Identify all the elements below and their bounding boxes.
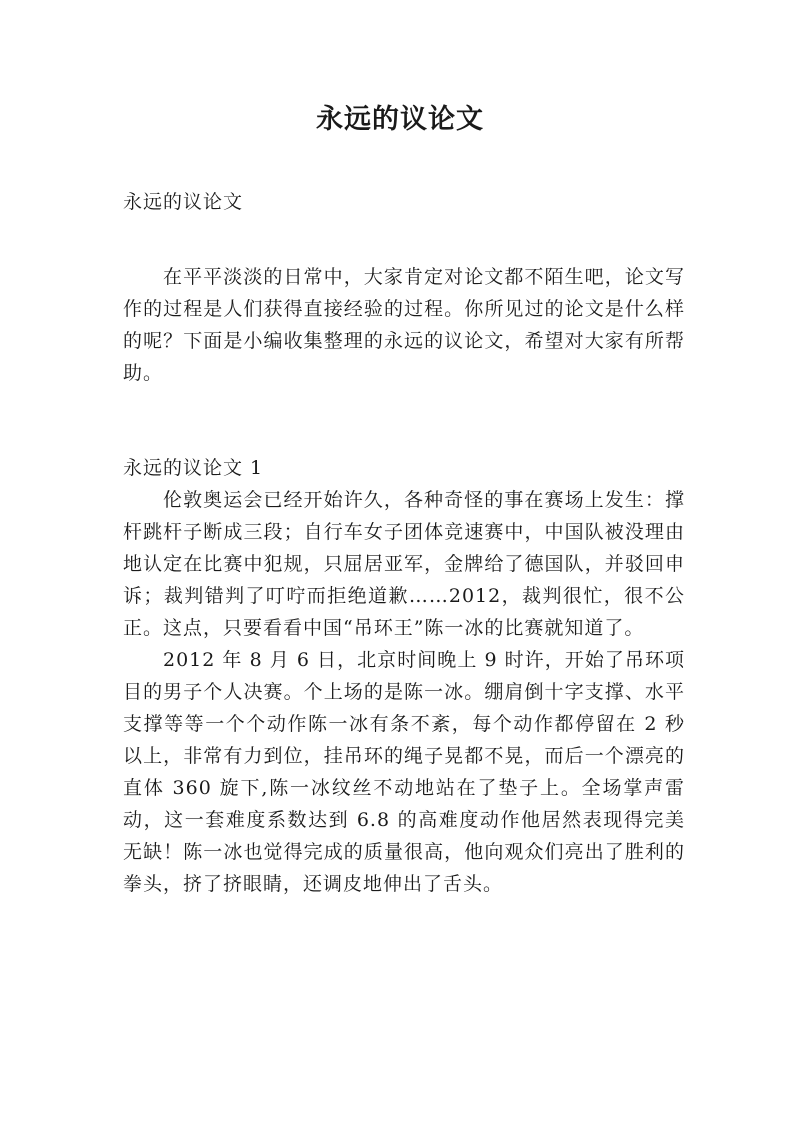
body-paragraph: 2012 年 8 月 6 日，北京时间晚上 9 时许，开始了吊环项目的男子个人决赛。个上场的是陈一冰。绷肩倒十字支撑、水平支撑等等一个个动作陈一冰有条不紊，每个动作都停留在 2 秒以上，非常有力到位，挂吊环的绳子晃都不晃，而后一个漂亮的直体 360 旋下,陈一冰纹丝不动地站在了垫子上。全场掌声雷动，这一套难度系数达到 6.8 的高难度动作他居然表现得完美无缺！陈一冰也觉得完成的质量很高，他向观众们亮出了胜利的拳头，挤了挤眼睛，还调皮地伸出了舌头。 [123, 649, 685, 895]
body-paragraph: 伦敦奥运会已经开始许久，各种奇怪的事在赛场上发生：撑杆跳杆子断成三段；自行车女子团体竞速赛中，中国队被没理由地认定在比赛中犯规，只屈居亚军，金牌给了德国队，并驳回申诉；裁判错判了叮咛而拒绝道歉……2012，裁判很忙，很不公正。这点，只要看看中国“吊环王”陈一冰的比赛就知道了。 [123, 489, 685, 639]
section-body [123, 484, 685, 900]
document-subtitle: 永远的议论文 [123, 191, 244, 213]
page-title: 永远的议论文 [316, 104, 484, 135]
intro-paragraph: 在平平淡淡的日常中，大家肯定对论文都不陌生吧，论文写作的过程是人们获得直接经验的过程。你所见过的论文是什么样的呢？下面是小编收集整理的永远的议论文，希望对大家有所帮助。 [123, 266, 685, 384]
section-heading: 永远的议论文 1 [123, 457, 264, 479]
